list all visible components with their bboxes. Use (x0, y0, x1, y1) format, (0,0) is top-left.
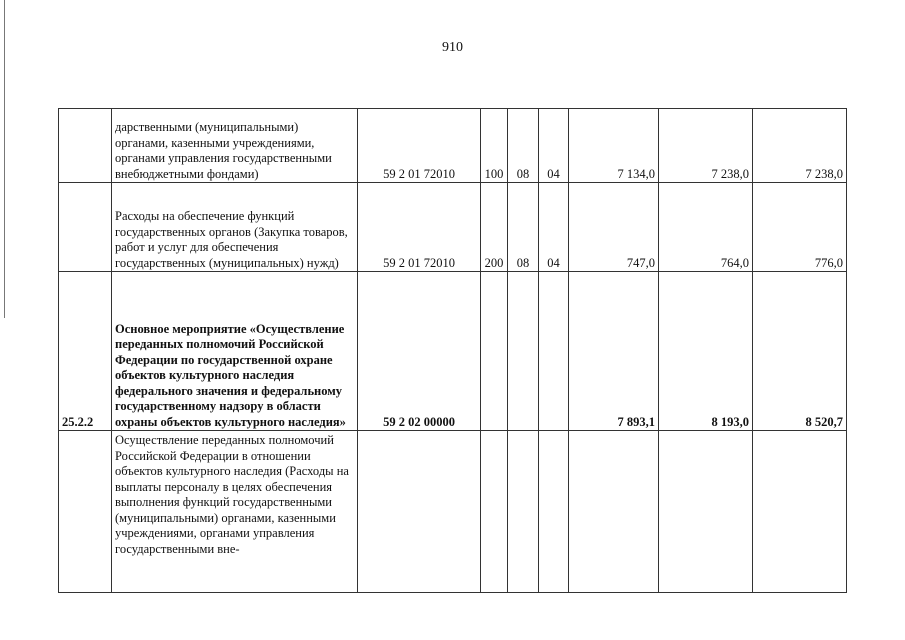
table-row (59, 183, 847, 272)
subsection-code (539, 431, 569, 593)
page-number: 910 (442, 40, 463, 55)
expense-name: Расходы на обеспечение функций государственных органов (Закупка товаров, работ и услуг для обеспечения государственных (муниципальных) нужд) (112, 183, 358, 272)
expense-type-code: 100 (481, 109, 508, 183)
target-article-code: 59 2 02 00000 (358, 272, 481, 431)
amount-year-1 (569, 431, 659, 593)
subsection-code: 04 (539, 183, 569, 272)
amount-year-1: 747,0 (569, 183, 659, 272)
amount-year-3: 776,0 (753, 183, 847, 272)
target-article-code: 59 2 01 72010 (358, 183, 481, 272)
table-row (59, 109, 847, 183)
table-row (59, 272, 847, 431)
subsection-code: 04 (539, 109, 569, 183)
row-number (59, 183, 112, 272)
row-number (59, 431, 112, 593)
expense-type-code: 200 (481, 183, 508, 272)
section-code: 08 (508, 109, 539, 183)
expense-name: дарственными (муниципальными) органами, казенными учреждениями, органами управления государственными внебюджетными фондами) (112, 109, 358, 183)
expense-name: Осуществление переданных полномочий Российской Федерации в отношении объектов культурного наследия (Расходы на выплаты персоналу в целях обеспечения выполнения функций государственными (муниципальными) органами, казенными учреждениями, органами управления государственными вне- (112, 431, 358, 593)
row-number: 25.2.2 (59, 272, 112, 431)
amount-year-2: 8 193,0 (659, 272, 753, 431)
amount-year-1: 7 893,1 (569, 272, 659, 431)
budget-table (58, 108, 847, 593)
expense-name: Основное мероприятие «Осуществление переданных полномочий Российской Федерации по государственной охране объектов культурного наследия федерального значения и федеральному государственному надзору в области охраны объектов культурного наследия» (112, 272, 358, 431)
expense-type-code (481, 431, 508, 593)
target-article-code (358, 431, 481, 593)
subsection-code (539, 272, 569, 431)
expense-type-code (481, 272, 508, 431)
amount-year-3: 7 238,0 (753, 109, 847, 183)
section-code (508, 272, 539, 431)
table-row (59, 431, 847, 593)
target-article-code: 59 2 01 72010 (358, 109, 481, 183)
amount-year-3: 8 520,7 (753, 272, 847, 431)
amount-year-1: 7 134,0 (569, 109, 659, 183)
section-code: 08 (508, 183, 539, 272)
amount-year-2: 764,0 (659, 183, 753, 272)
amount-year-2: 7 238,0 (659, 109, 753, 183)
section-code (508, 431, 539, 593)
row-number (59, 109, 112, 183)
amount-year-3 (753, 431, 847, 593)
amount-year-2 (659, 431, 753, 593)
